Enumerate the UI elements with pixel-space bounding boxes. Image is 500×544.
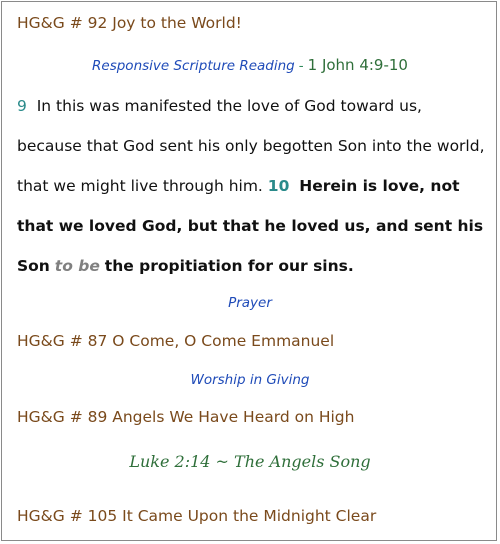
hymn-89-title: HG&G # 89 Angels We Have Heard on High <box>17 408 355 426</box>
bulletin-frame <box>1 1 497 541</box>
verse-9-number: 9 <box>17 97 27 115</box>
verse-9-text: In this was manifested the love of God toward us, because that God sent his only begotten Son into the world, that we might live through him. <box>17 97 485 195</box>
verse-10-text-a: Herein is love, not that we loved God, but that he loved us, and sent his Son <box>17 177 484 275</box>
hymn-92-title: HG&G # 92 Joy to the World! <box>17 14 242 32</box>
verse-10-number: 10 <box>267 177 290 195</box>
reading-label: Responsive Scripture Reading <box>92 58 295 74</box>
giving-heading: Worship in Giving <box>190 372 310 388</box>
reading-reference: 1 John 4:9-10 <box>307 56 408 74</box>
angels-song-heading: Luke 2:14 ~ The Angels Song <box>129 452 371 471</box>
verse-10-italic: to be <box>54 257 100 275</box>
reading-separator: - <box>298 58 304 74</box>
hymn-87-title: HG&G # 87 O Come, O Come Emmanuel <box>17 332 335 350</box>
prayer-heading: Prayer <box>228 295 272 311</box>
verse-10-text-b: the propitiation for our sins. <box>104 257 354 275</box>
scripture-reading-header <box>2 56 498 75</box>
hymn-105-title: HG&G # 105 It Came Upon the Midnight Clear <box>17 507 377 525</box>
scripture-passage <box>17 86 487 286</box>
